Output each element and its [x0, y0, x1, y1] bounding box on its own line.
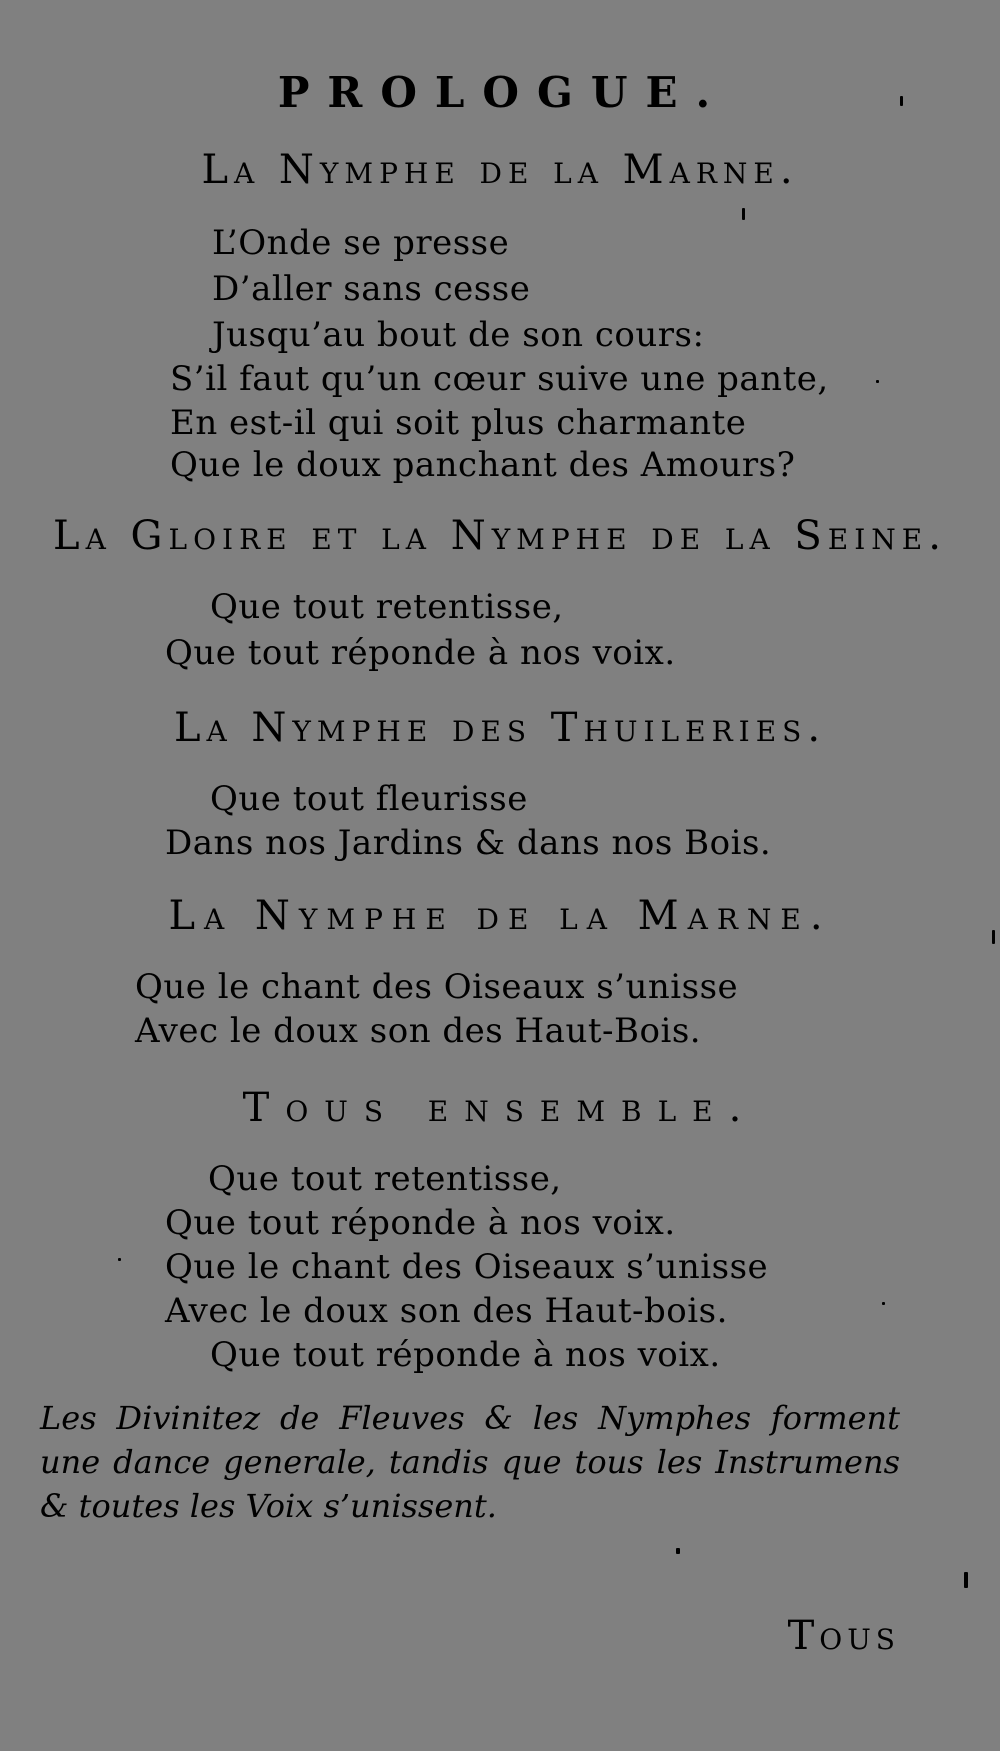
scan-speck	[992, 930, 995, 944]
verse-line: Que le chant des Oiseaux s’unisse	[165, 1247, 769, 1287]
verse-line: Que tout réponde à nos voix.	[210, 1335, 721, 1375]
verse-line: L’Onde se presse	[212, 223, 510, 263]
speaker-heading: La Gloire et la Nymphe de la Seine.	[53, 513, 947, 559]
scan-speck	[118, 1258, 121, 1261]
verse-line: Que tout réponde à nos voix.	[165, 1203, 676, 1243]
verse-line: Que tout fleurisse	[210, 779, 528, 819]
speaker-heading: La Nymphe des Thuileries.	[173, 705, 827, 751]
speaker-heading: Tous ensemble.	[242, 1085, 758, 1131]
scan-speck	[882, 1302, 885, 1305]
verse-line: S’il faut qu’un cœur suive une pante,	[170, 359, 829, 399]
scan-speck	[676, 1548, 680, 1554]
stage-direction-line: une dance generale, tandis que tous les Instrumens	[40, 1443, 900, 1481]
verse-line: Que le doux panchant des Amours?	[170, 445, 796, 485]
scan-speck	[742, 208, 745, 220]
speaker-heading: La Nymphe de la Marne.	[168, 893, 832, 939]
catchword: Tous	[787, 1613, 900, 1659]
stage-direction-line: & toutes les Voix s’unissent.	[40, 1487, 497, 1525]
scan-speck	[964, 1572, 968, 1588]
page-title: PROLOGUE.	[277, 68, 729, 117]
verse-line: Jusqu’au bout de son cours:	[212, 315, 705, 355]
verse-line: Que le chant des Oiseaux s’unisse	[135, 967, 739, 1007]
verse-line: En est-il qui soit plus charmante	[170, 403, 747, 443]
verse-line: Avec le doux son des Haut-bois.	[165, 1291, 728, 1331]
verse-line: Avec le doux son des Haut-Bois.	[135, 1011, 702, 1051]
speaker-heading: La Nymphe de la Marne.	[201, 147, 799, 193]
verse-line: Que tout retentisse,	[208, 1159, 562, 1199]
scan-speck	[876, 380, 879, 383]
stage-direction-line: Les Divinitez de Fleuves & les Nymphes forment	[40, 1399, 900, 1437]
scan-speck	[900, 96, 903, 106]
verse-line: Que tout retentisse,	[210, 587, 564, 627]
verse-line: Dans nos Jardins & dans nos Bois.	[165, 823, 772, 863]
verse-line: Que tout réponde à nos voix.	[165, 633, 676, 673]
verse-line: D’aller sans cesse	[212, 269, 531, 309]
